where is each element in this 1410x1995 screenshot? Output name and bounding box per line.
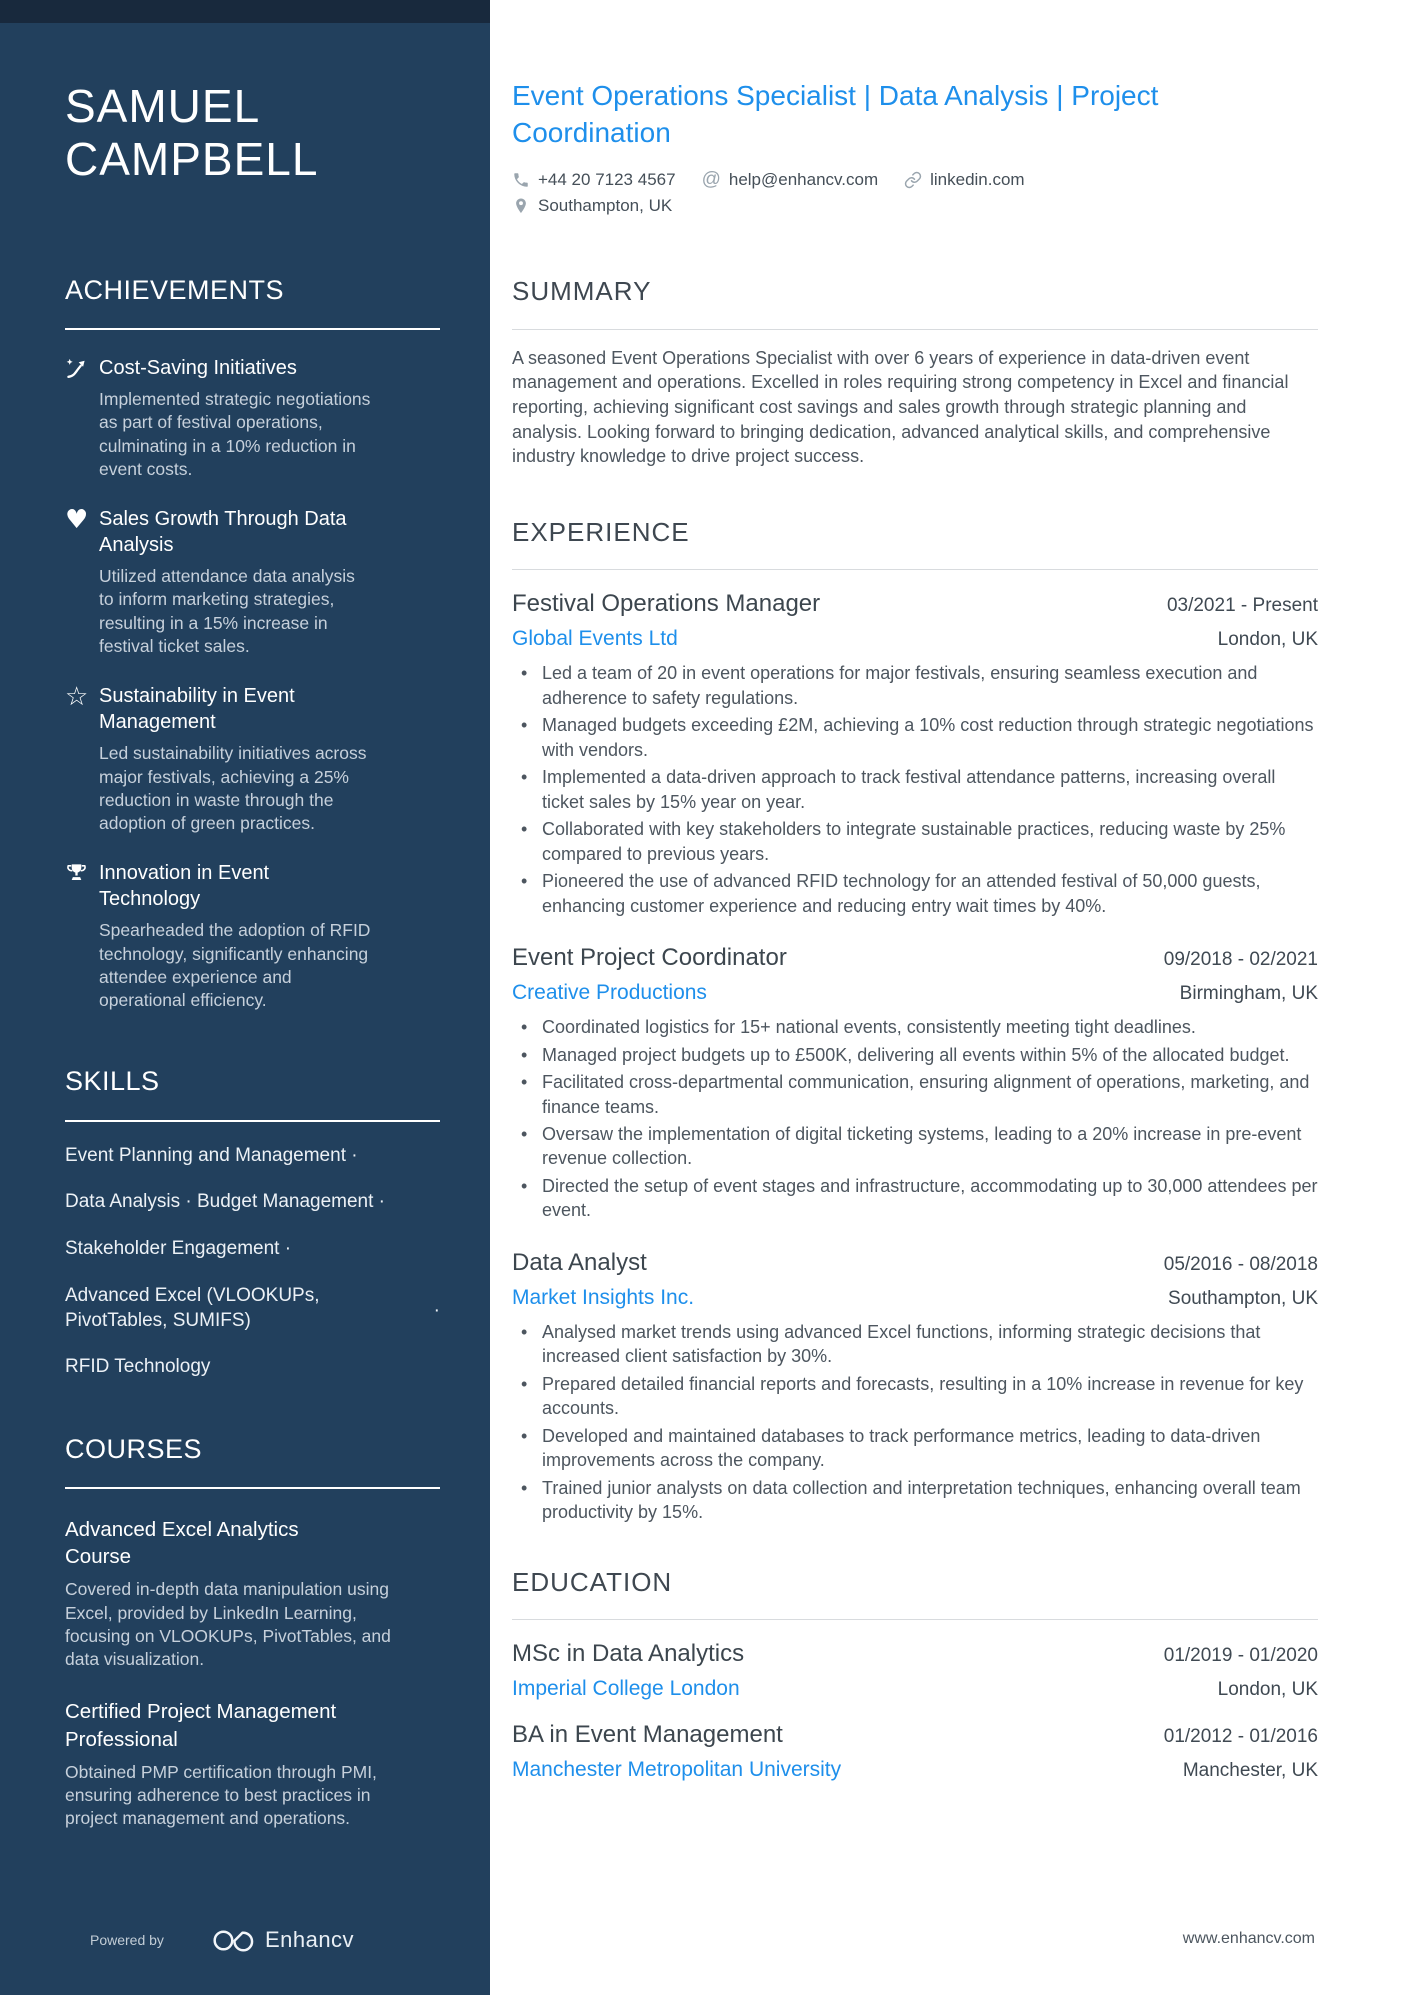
achievement-title: Sales Growth Through Data Analysis [99,508,347,557]
job-title: Festival Operations Manager [512,590,821,618]
education-entry [512,1721,1318,1782]
experience-entry [512,944,1318,1223]
candidate-name [65,0,440,187]
job-subheader-row [512,981,1318,1005]
skills-section [65,1066,440,1380]
summary-divider [512,329,1318,330]
linkedin-contact[interactable] [904,170,1025,190]
job-date-range: 09/2018 - 02/2021 [1163,949,1318,971]
linkedin-url[interactable]: linkedin.com [930,169,1025,189]
candidate-last-name: CAMPBELL [65,133,319,186]
job-bullet: • Analysed market trends using advanced Excel functions, informing strategic decisions that increased client satisfaction by 30%. [512,1320,1318,1369]
job-date-range: 05/2016 - 08/2018 [1163,1253,1318,1275]
job-bullet: • Trained junior analysts on data collection and interpretation techniques, enhancing overall team productivity by 15%. [512,1476,1318,1525]
job-header-row [512,1249,1318,1277]
powered-by-footer [90,1927,354,1953]
education-entry [512,1640,1318,1701]
job-date-range: 03/2021 - Present [1166,595,1318,617]
skills-list [65,1144,440,1380]
achievement-title: Cost-Saving Initiatives [99,357,297,380]
skill-item [65,1144,440,1169]
achievement-description: Led sustainability initiatives across major festivals, achieving a 25% reduction in waste through the adoption of green practices. [99,743,367,834]
education-divider [512,1619,1318,1620]
achievement-description: Implemented strategic negotiations as part of festival operations, culminating in a 10% reduction in event costs. [99,389,371,479]
skill-label: Data Analysis · Budget Management · [65,1191,386,1213]
job-bullet: • Collaborated with key stakeholders to integrate sustainable practices, reducing waste by 25% compared to previous years. [512,817,1318,866]
location-pin-icon [512,197,530,215]
company-name: Creative Productions [512,981,707,1005]
course-item [65,1516,440,1671]
experience-entry [512,590,1318,918]
skill-item [65,1190,440,1215]
education-section [512,1567,1318,1783]
sidebar [0,0,490,1995]
job-bullet: • Facilitated cross-departmental communication, ensuring alignment of operations, marketing, and finance teams. [512,1070,1318,1119]
job-title: Data Analyst [512,1248,647,1276]
degree-title: BA in Event Management [512,1721,783,1749]
job-bullet: • Developed and maintained databases to track performance metrics, leading to data-driven improvements across the company. [512,1424,1318,1473]
skill-label: Advanced Excel (VLOOKUPs, PivotTables, SUMIFS) [65,1284,320,1331]
job-headline: Event Operations Specialist | Data Analysis | Project Coordination [512,79,1159,148]
course-description: Obtained PMP certification through PMI, ensuring adherence to best practices in project management and operations. [65,1761,377,1829]
job-bullet: • Pioneered the use of advanced RFID technology for an attended festival of 50,000 guests, enhancing customer experience and reducing entry wait times by 40%. [512,869,1318,918]
course-title: Advanced Excel Analytics Course [65,1518,299,1569]
job-location: Southampton, UK [1168,1287,1318,1309]
company-name: Market Insights Inc. [512,1285,695,1309]
skill-label: Event Planning and Management · [65,1144,358,1166]
email-contact[interactable] [702,170,879,190]
job-bullet-list [512,661,1318,918]
phone-contact [512,170,676,190]
location-text: Southampton, UK [538,195,673,215]
course-title: Certified Project Management Professional [65,1700,337,1751]
education-list [512,1640,1318,1782]
job-bullet: • Implemented a data-driven approach to track festival attendance patterns, increasing overall ticket sales by 15% year on year. [512,765,1318,814]
summary-section [512,276,1318,469]
course-item [65,1698,440,1830]
job-bullet: • Oversaw the implementation of digital ticketing systems, leading to a 20% increase in pre-event revenue collection. [512,1122,1318,1171]
phone-number: +44 20 7123 4567 [538,169,676,189]
powered-by-label: Powered by [90,1932,164,1948]
school-name: Imperial College London [512,1677,740,1701]
skill-item [65,1284,440,1333]
course-description: Covered in-depth data manipulation using Excel, provided by LinkedIn Learning, focusing on VLOOKUPs, PivotTables, and data visualization. [65,1579,391,1670]
education-date-range: 01/2019 - 01/2020 [1163,1645,1318,1667]
education-header-row [512,1640,1318,1668]
skill-label: Stakeholder Engagement · [65,1238,292,1260]
achievements-section [65,275,440,1013]
education-subheader-row [512,1758,1318,1782]
enhancv-brand-name: Enhancv [264,1927,355,1952]
experience-section [512,517,1318,1525]
job-bullet: • Managed project budgets up to £500K, delivering all events within 5% of the allocated budget. [512,1043,1318,1067]
achievements-divider [65,328,440,330]
skills-heading: SKILLS [65,1066,160,1097]
courses-list [65,1516,440,1830]
achievement-item [65,860,440,1012]
education-heading: EDUCATION [512,1566,673,1597]
experience-heading: EXPERIENCE [512,516,690,547]
job-header-row [512,590,1318,618]
trophy-icon [65,860,99,1012]
degree-title: MSc in Data Analytics [512,1640,745,1668]
skills-divider [65,1120,440,1122]
skill-item [65,1355,440,1380]
education-location: London, UK [1217,1679,1318,1701]
at-icon: @ [701,169,721,191]
job-subheader-row [512,1286,1318,1310]
education-date-range: 01/2012 - 01/2016 [1163,1726,1318,1748]
courses-divider [65,1487,440,1489]
education-subheader-row [512,1677,1318,1701]
contact-info [512,170,1318,216]
education-location: Manchester, UK [1182,1760,1318,1782]
courses-heading: COURSES [65,1433,203,1464]
achievement-title: Innovation in Event Technology [99,862,270,911]
achievements-list [65,355,440,1012]
courses-section [65,1434,440,1830]
initiative-arrow-icon [65,355,99,481]
sidebar-top-accent-bar [0,0,490,23]
summary-heading: SUMMARY [512,275,652,306]
achievement-item [65,506,440,658]
job-title: Event Project Coordinator [512,944,787,972]
job-bullet-list [512,1015,1318,1223]
enhancv-logo-icon [212,1928,254,1953]
achievement-description: Spearheaded the adoption of RFID technology, significantly enhancing attendee experience and operational efficiency. [99,920,371,1011]
star-icon: ☆ [65,682,89,713]
phone-icon [512,171,530,189]
experience-entry [512,1249,1318,1525]
achievement-description: Utilized attendance data analysis to inform marketing strategies, resulting in a 15% increase in festival ticket sales. [99,566,355,656]
job-location: Birmingham, UK [1179,983,1318,1005]
job-subheader-row [512,627,1318,651]
job-bullet: • Directed the setup of event stages and infrastructure, accommodating up to 30,000 attendees per event. [512,1174,1318,1223]
link-icon [904,171,922,189]
contact-row-secondary [512,196,1318,216]
heart-icon: ♥ [65,505,89,536]
skill-item [65,1237,440,1262]
education-header-row [512,1721,1318,1749]
job-bullet: • Coordinated logistics for 15+ national events, consistently meeting tight deadlines. [512,1015,1318,1039]
summary-text: A seasoned Event Operations Specialist with over 6 years of experience in data-driven event management and operations. Excelled in roles requiring strong competency in Excel and financial reporting, achieving significant cost savings and sales growth through strategic planning and analysis. Looking forward to bringing dedication, advanced analytical skills, and comprehensive industry knowledge to drive project success. [512,347,1289,467]
achievements-heading: ACHIEVEMENTS [65,274,285,305]
job-location: London, UK [1217,629,1318,651]
job-bullet: • Prepared detailed financial reports and forecasts, resulting in a 10% increase in revenue for key accounts. [512,1372,1318,1421]
main-column [490,0,1410,1995]
enhancv-website-url[interactable]: www.enhancv.com [1182,1930,1315,1947]
school-name: Manchester Metropolitan University [512,1758,842,1782]
achievement-item [65,683,440,835]
candidate-first-name: SAMUEL [65,80,261,132]
email-address[interactable]: help@enhancv.com [728,169,879,189]
contact-row-primary [512,170,1318,190]
achievement-item [65,355,440,481]
company-name: Global Events Ltd [512,627,678,651]
skill-label: RFID Technology [65,1356,211,1378]
experience-divider [512,569,1318,570]
jobs-list [512,590,1318,1524]
job-header-row [512,944,1318,972]
skill-separator-dot: · [433,1299,440,1321]
job-bullet: • Managed budgets exceeding £2M, achieving a 10% cost reduction through strategic negotiations with vendors. [512,713,1318,762]
job-bullet: • Led a team of 20 in event operations for major festivals, ensuring seamless execution and adherence to safety regulations. [512,661,1318,710]
job-bullet-list [512,1320,1318,1525]
achievement-title: Sustainability in Event Management [99,685,295,734]
location-contact [512,196,672,216]
